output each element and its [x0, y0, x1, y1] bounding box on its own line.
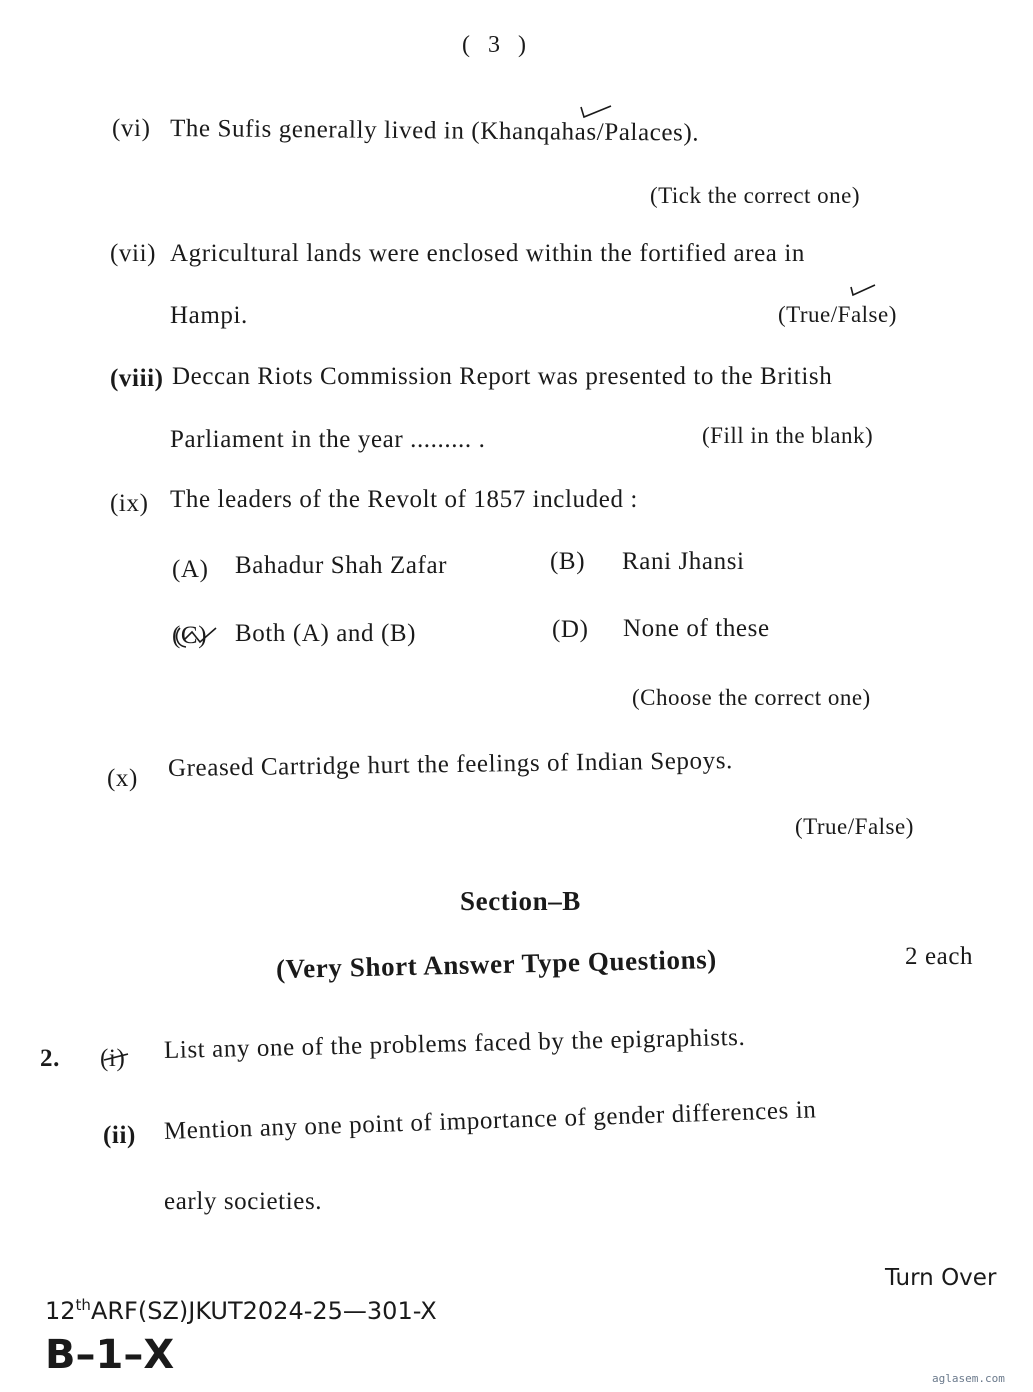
option-label: (C) [172, 622, 208, 649]
tick-mark-icon [848, 282, 878, 300]
option-text: Rani Jhansi [622, 548, 745, 575]
handwritten-mark-icon [170, 620, 220, 654]
section-subtitle: (Very Short Answer Type Questions) [275, 944, 718, 984]
subquestion-text: List any one of the problems faced by the epigraphists. [163, 1023, 746, 1064]
question-number: (vii) [110, 240, 157, 267]
subquestion-label: (ii) [103, 1122, 136, 1149]
instruction-text: (Fill in the blank) [702, 423, 874, 448]
subquestion-text-continued: early societies. [164, 1188, 323, 1215]
question-text-continued: Hampi. [170, 302, 248, 329]
question-number: (x) [107, 765, 138, 792]
section-title: Section–B [460, 886, 581, 916]
instruction-text: (Tick the correct one) [650, 183, 861, 208]
question-number: (ix) [110, 490, 149, 517]
question-text: Greased Cartridge hurt the feelings of Indian Sepoys. [167, 747, 734, 782]
instruction-text: (Choose the correct one) [632, 685, 871, 710]
subquestion-text: Mention any one point of importance of gender differences in [163, 1096, 817, 1145]
instruction-text: (True/False) [795, 814, 914, 839]
instruction-text: (True/False) [778, 302, 897, 327]
subquestion-label: (i) [100, 1045, 126, 1072]
question-text: Agricultural lands were enclosed within the fortified area in [170, 240, 805, 267]
option-text: Bahadur Shah Zafar [235, 552, 448, 579]
page-number: ( 3 ) [462, 32, 532, 58]
option-label: (A) [172, 556, 209, 583]
question-text: Deccan Riots Commission Report was presented to the British [172, 363, 833, 390]
option-label: (B) [550, 548, 586, 575]
question-text-continued: Parliament in the year ......... . [170, 426, 486, 453]
paper-code-rest: ARF(SZ)JKUT2024-25—301-X [90, 1297, 437, 1325]
booklet-code: B–1–X [45, 1332, 175, 1378]
question-number: (viii) [110, 365, 164, 392]
watermark: aglasem.com [932, 1372, 1005, 1385]
paper-code-sup: th [75, 1296, 91, 1314]
option-label: (D) [552, 616, 589, 643]
question-number: 2. [40, 1045, 60, 1072]
handwritten-mark-icon [100, 1044, 134, 1072]
tick-mark-icon [578, 103, 614, 123]
marks-label: 2 each [905, 943, 974, 970]
question-number: (vi) [112, 115, 151, 142]
question-text: The leaders of the Revolt of 1857 included : [170, 486, 638, 513]
question-text: The Sufis generally lived in (Khanqahas/Palaces). [169, 115, 700, 147]
turn-over-label: Turn Over [885, 1265, 997, 1291]
option-text: Both (A) and (B) [235, 620, 417, 647]
paper-code [45, 1296, 437, 1325]
option-text: None of these [623, 615, 770, 642]
paper-code-prefix: 12 [45, 1297, 76, 1325]
